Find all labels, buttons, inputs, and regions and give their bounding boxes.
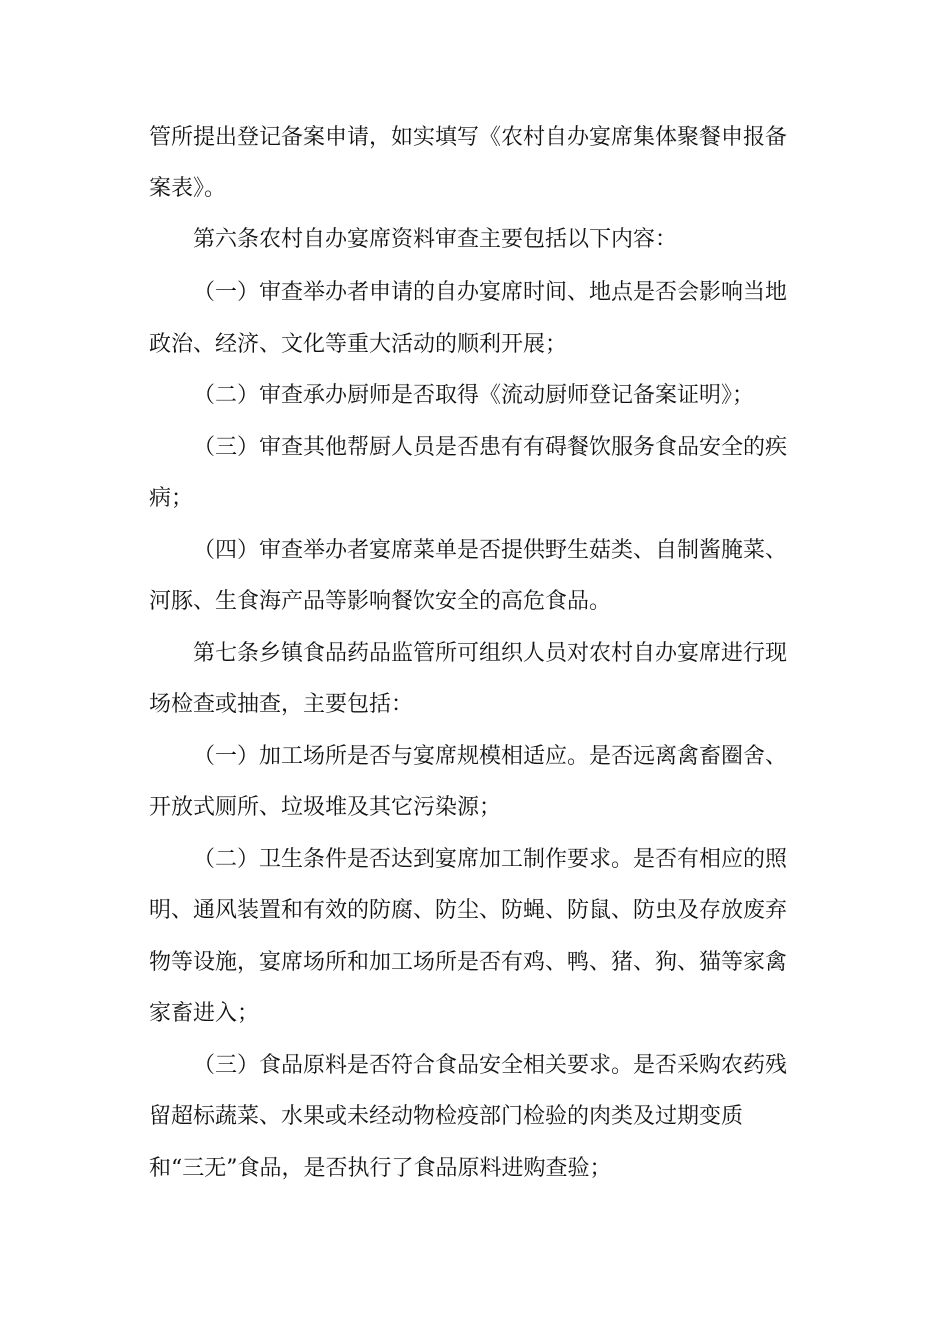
article-6-item-3-line-1: （三）审查其他帮厨人员是否患有有碍餐饮服务食品安全的疾 xyxy=(193,435,788,460)
article-6-item-4-line-1: （四）审查举办者宴席菜单是否提供野生菇类、自制酱腌菜、 xyxy=(193,538,788,563)
article-7-item-3-line-1: （三）食品原料是否符合食品安全相关要求。是否采购农药残 xyxy=(193,1053,788,1078)
article-6-item-1-line-2: 政治、经济、文化等重大活动的顺利开展； xyxy=(149,332,568,357)
text-line-1: 管所提出登记备案申请，如实填写《农村自办宴席集体聚餐申报备 xyxy=(149,125,788,150)
article-6-item-1-line-1: （一）审查举办者申请的自办宴席时间、地点是否会影响当地 xyxy=(193,280,788,305)
article-6-item-3-line-2: 病； xyxy=(149,486,194,511)
article-7-item-2-line-3: 物等设施，宴席场所和加工场所是否有鸡、鸭、猪、狗、猫等家禽 xyxy=(149,950,788,975)
article-7-item-2-line-2: 明、通风装置和有效的防腐、防尘、防蝇、防鼠、防虫及存放废弃 xyxy=(149,898,788,923)
article-6-heading: 第六条农村自办宴席资料审查主要包括以下内容： xyxy=(193,227,678,252)
article-7-item-3-line-3: 和“三无”食品，是否执行了食品原料进购查验； xyxy=(149,1156,612,1181)
article-7-item-2-line-1: （二）卫生条件是否达到宴席加工制作要求。是否有相应的照 xyxy=(193,847,788,872)
article-7-heading-line-2: 场检查或抽查，主要包括： xyxy=(149,692,414,717)
text-line-2: 案表》。 xyxy=(149,176,227,201)
article-7-item-1-line-2: 开放式厕所、垃圾堆及其它污染源； xyxy=(149,795,502,820)
article-7-item-3-line-2: 留超标蔬菜、水果或未经动物检疫部门检验的肉类及过期变质 xyxy=(149,1104,744,1129)
article-7-item-1-line-1: （一）加工场所是否与宴席规模相适应。是否远离禽畜圈舍、 xyxy=(193,744,788,769)
article-6-item-2: （二）审查承办厨师是否取得《流动厨师登记备案证明》； xyxy=(193,383,755,408)
article-6-item-4-line-2: 河豚、生食海产品等影响餐饮安全的高危食品。 xyxy=(149,589,612,614)
article-7-heading-line-1: 第七条乡镇食品药品监管所可组织人员对农村自办宴席进行现 xyxy=(193,641,788,666)
article-7-item-2-line-4: 家畜进入； xyxy=(149,1001,260,1026)
